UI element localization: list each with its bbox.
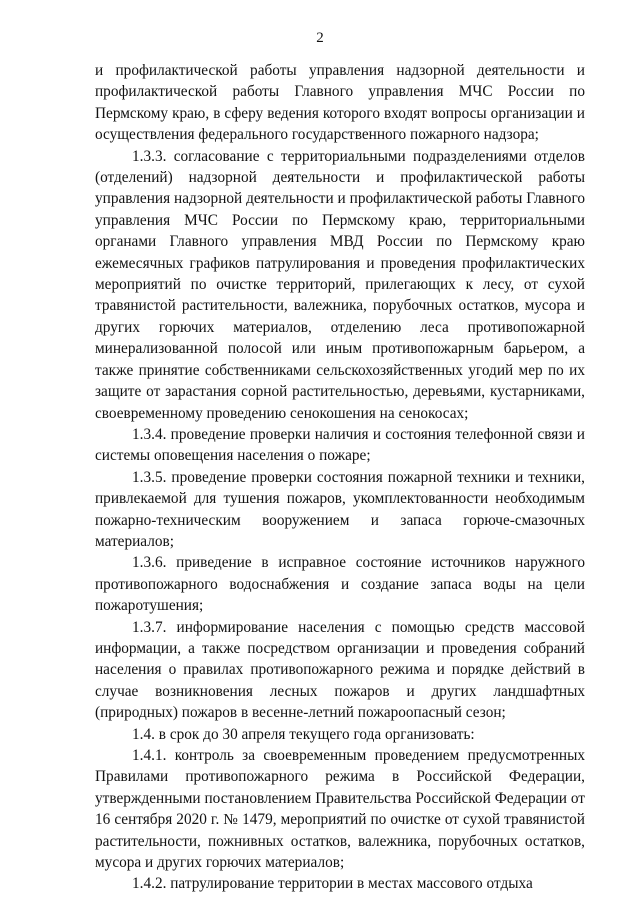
paragraph-continuation: и профилактической работы управления надзорной деятельности и профилактической работы Главного управления МЧС России по Пермскому краю, в сферу ведения которого входят вопросы организации и осуществления федерального государственного пожарного надзора; (95, 62, 585, 144)
paragraph-1-4-1: 1.4.1. контроль за своевременным проведением предусмотренных Правилами противопожарного режима в Российской Федерации, утвержденными постановлением Правительства Российской Федерации от 16 сентября 2020 г. № 1479, мероприятий по очистке от сухой травянистой растительности, пожнивных остатков, валежника, порубочных остатков, мусора и других горючих материалов; (95, 747, 585, 872)
page-number: 2 (316, 30, 324, 46)
paragraph-1-3-7: 1.3.7. информирование населения с помощью средств массовой информации, а также посредством организации и проведения собраний населения о правилах противопожарного режима и порядке действий в случае возникновения лесных пожаров и других ландшафтных (природных) пожаров в весенне-летний пожароопасный сезон; (95, 618, 585, 722)
paragraph-1-4: 1.4. в срок до 30 апреля текущего года организовать: (132, 725, 475, 743)
document-body (95, 60, 585, 895)
paragraph-1-3-5: 1.3.5. проведение проверки состояния пожарной техники и техники, привлекаемой для тушения пожаров, укомплектованности необходимым пожарно-техническим вооружением и запаса горюче-смазочных материалов; (95, 468, 585, 550)
paragraph-1-3-3: 1.3.3. согласование с территориальными подразделениями отделов (отделений) надзорной деятельности и профилактической работы управления надзорной деятельности и профилактической работы Главного управления МЧС России по Пермскому краю, территориальными органами Главного управления МВД России по Пермскому краю ежемесячных графиков патрулирования и проведения профилактических мероприятий по очистке территорий, прилегающих к лесу, от сухой травянистой растительности, валежника, порубочных остатков, мусора и других горючих материалов, отделению леса противопожарной минерализованной полосой или иным противопожарным барьером, а также принятие собственниками сельскохозяйственных угодий мер по их защите от зарастания сорной растительностью, деревьями, кустарниками, своевременному проведению сенокошения на сенокосах; (95, 147, 585, 422)
paragraph-1-3-4: 1.3.4. проведение проверки наличия и состояния телефонной связи и системы оповещения населения о пожаре; (95, 425, 585, 465)
paragraph-1-3-6: 1.3.6. приведение в исправное состояние источников наружного противопожарного водоснабжения и создание запаса воды на цели пожаротушения; (95, 554, 585, 615)
paragraph-1-4-2: 1.4.2. патрулирование территории в местах массового отдыха (132, 875, 533, 893)
